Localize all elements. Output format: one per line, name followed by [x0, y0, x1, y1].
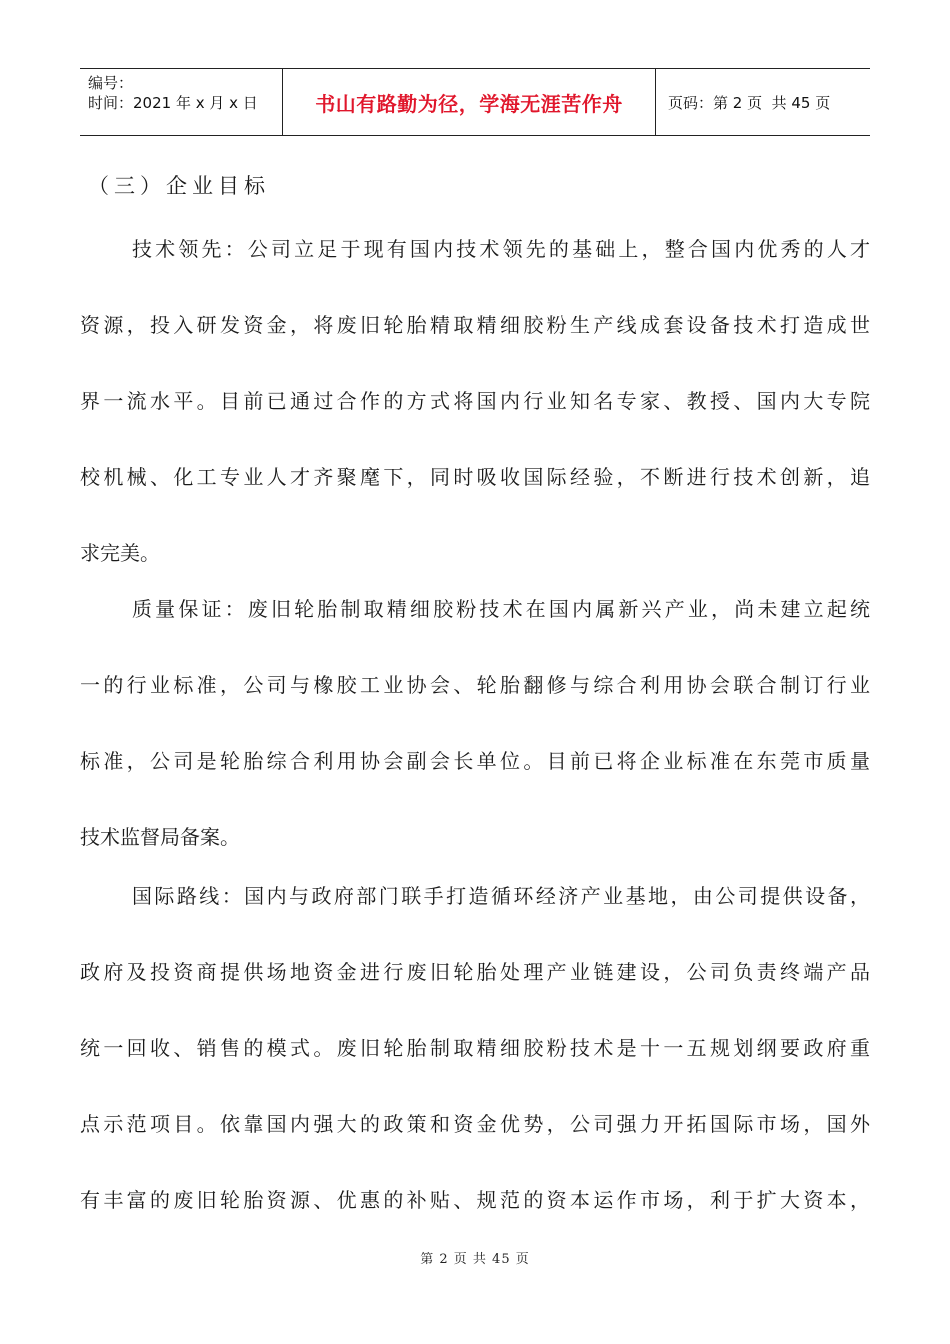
- page-footer: [0, 1248, 950, 1267]
- paragraph-line: 校机械、化工专业人才齐聚麾下，同时吸收国际经验，不断进行技术创新，追: [80, 465, 870, 489]
- paragraph-quality-assurance: [80, 571, 870, 875]
- footer-page-number: 第 2 页 共 45 页: [420, 1252, 530, 1267]
- header-page-code: [656, 69, 870, 135]
- header-meta: [80, 69, 282, 135]
- paragraph-line: 资源，投入研发资金，将废旧轮胎精取精细胶粉生产线成套设备技术打造成世: [80, 313, 870, 337]
- paragraph-tech-leadership: [80, 211, 870, 591]
- paragraph-line: 统一回收、销售的模式。废旧轮胎制取精细胶粉技术是十一五规划纲要政府重: [80, 1036, 870, 1060]
- paragraph-line: 技术领先：公司立足于现有国内技术领先的基础上，整合国内优秀的人才: [132, 237, 870, 261]
- paragraph-line: 点示范项目。依靠国内强大的政策和资金优势，公司强力开拓国际市场，国外: [80, 1112, 870, 1136]
- paragraph-line: 有丰富的废旧轮胎资源、优惠的补贴、规范的资本运作市场，利于扩大资本，: [80, 1188, 870, 1212]
- page-header: [80, 68, 870, 136]
- paragraph-line: 政府及投资商提供场地资金进行废旧轮胎处理产业链建设，公司负责终端产品: [80, 960, 870, 984]
- header-motto: 书山有路勤为径，学海无涯苦作舟: [282, 69, 656, 135]
- document-date: 时间：2021 年 x 月 x 日: [88, 94, 258, 112]
- paragraph-line: 求完美。: [80, 541, 160, 565]
- document-number-label: 编号：: [88, 74, 134, 92]
- page-code-text: 页码：第 2 页 共 45 页: [668, 93, 831, 112]
- paragraph-line: 国际路线：国内与政府部门联手打造循环经济产业基地，由公司提供设备，: [132, 884, 870, 908]
- paragraph-line: 一的行业标准，公司与橡胶工业协会、轮胎翻修与综合利用协会联合制订行业: [80, 673, 870, 697]
- section-title: （三）企业目标: [88, 174, 270, 198]
- paragraph-international-route: [80, 858, 870, 1238]
- paragraph-line: 标准，公司是轮胎综合利用协会副会长单位。目前已将企业标准在东莞市质量: [80, 749, 870, 773]
- paragraph-line: 技术监督局备案。: [80, 825, 240, 849]
- paragraph-line: 界一流水平。目前已通过合作的方式将国内行业知名专家、教授、国内大专院: [80, 389, 870, 413]
- paragraph-line: 质量保证：废旧轮胎制取精细胶粉技术在国内属新兴产业，尚未建立起统: [132, 597, 870, 621]
